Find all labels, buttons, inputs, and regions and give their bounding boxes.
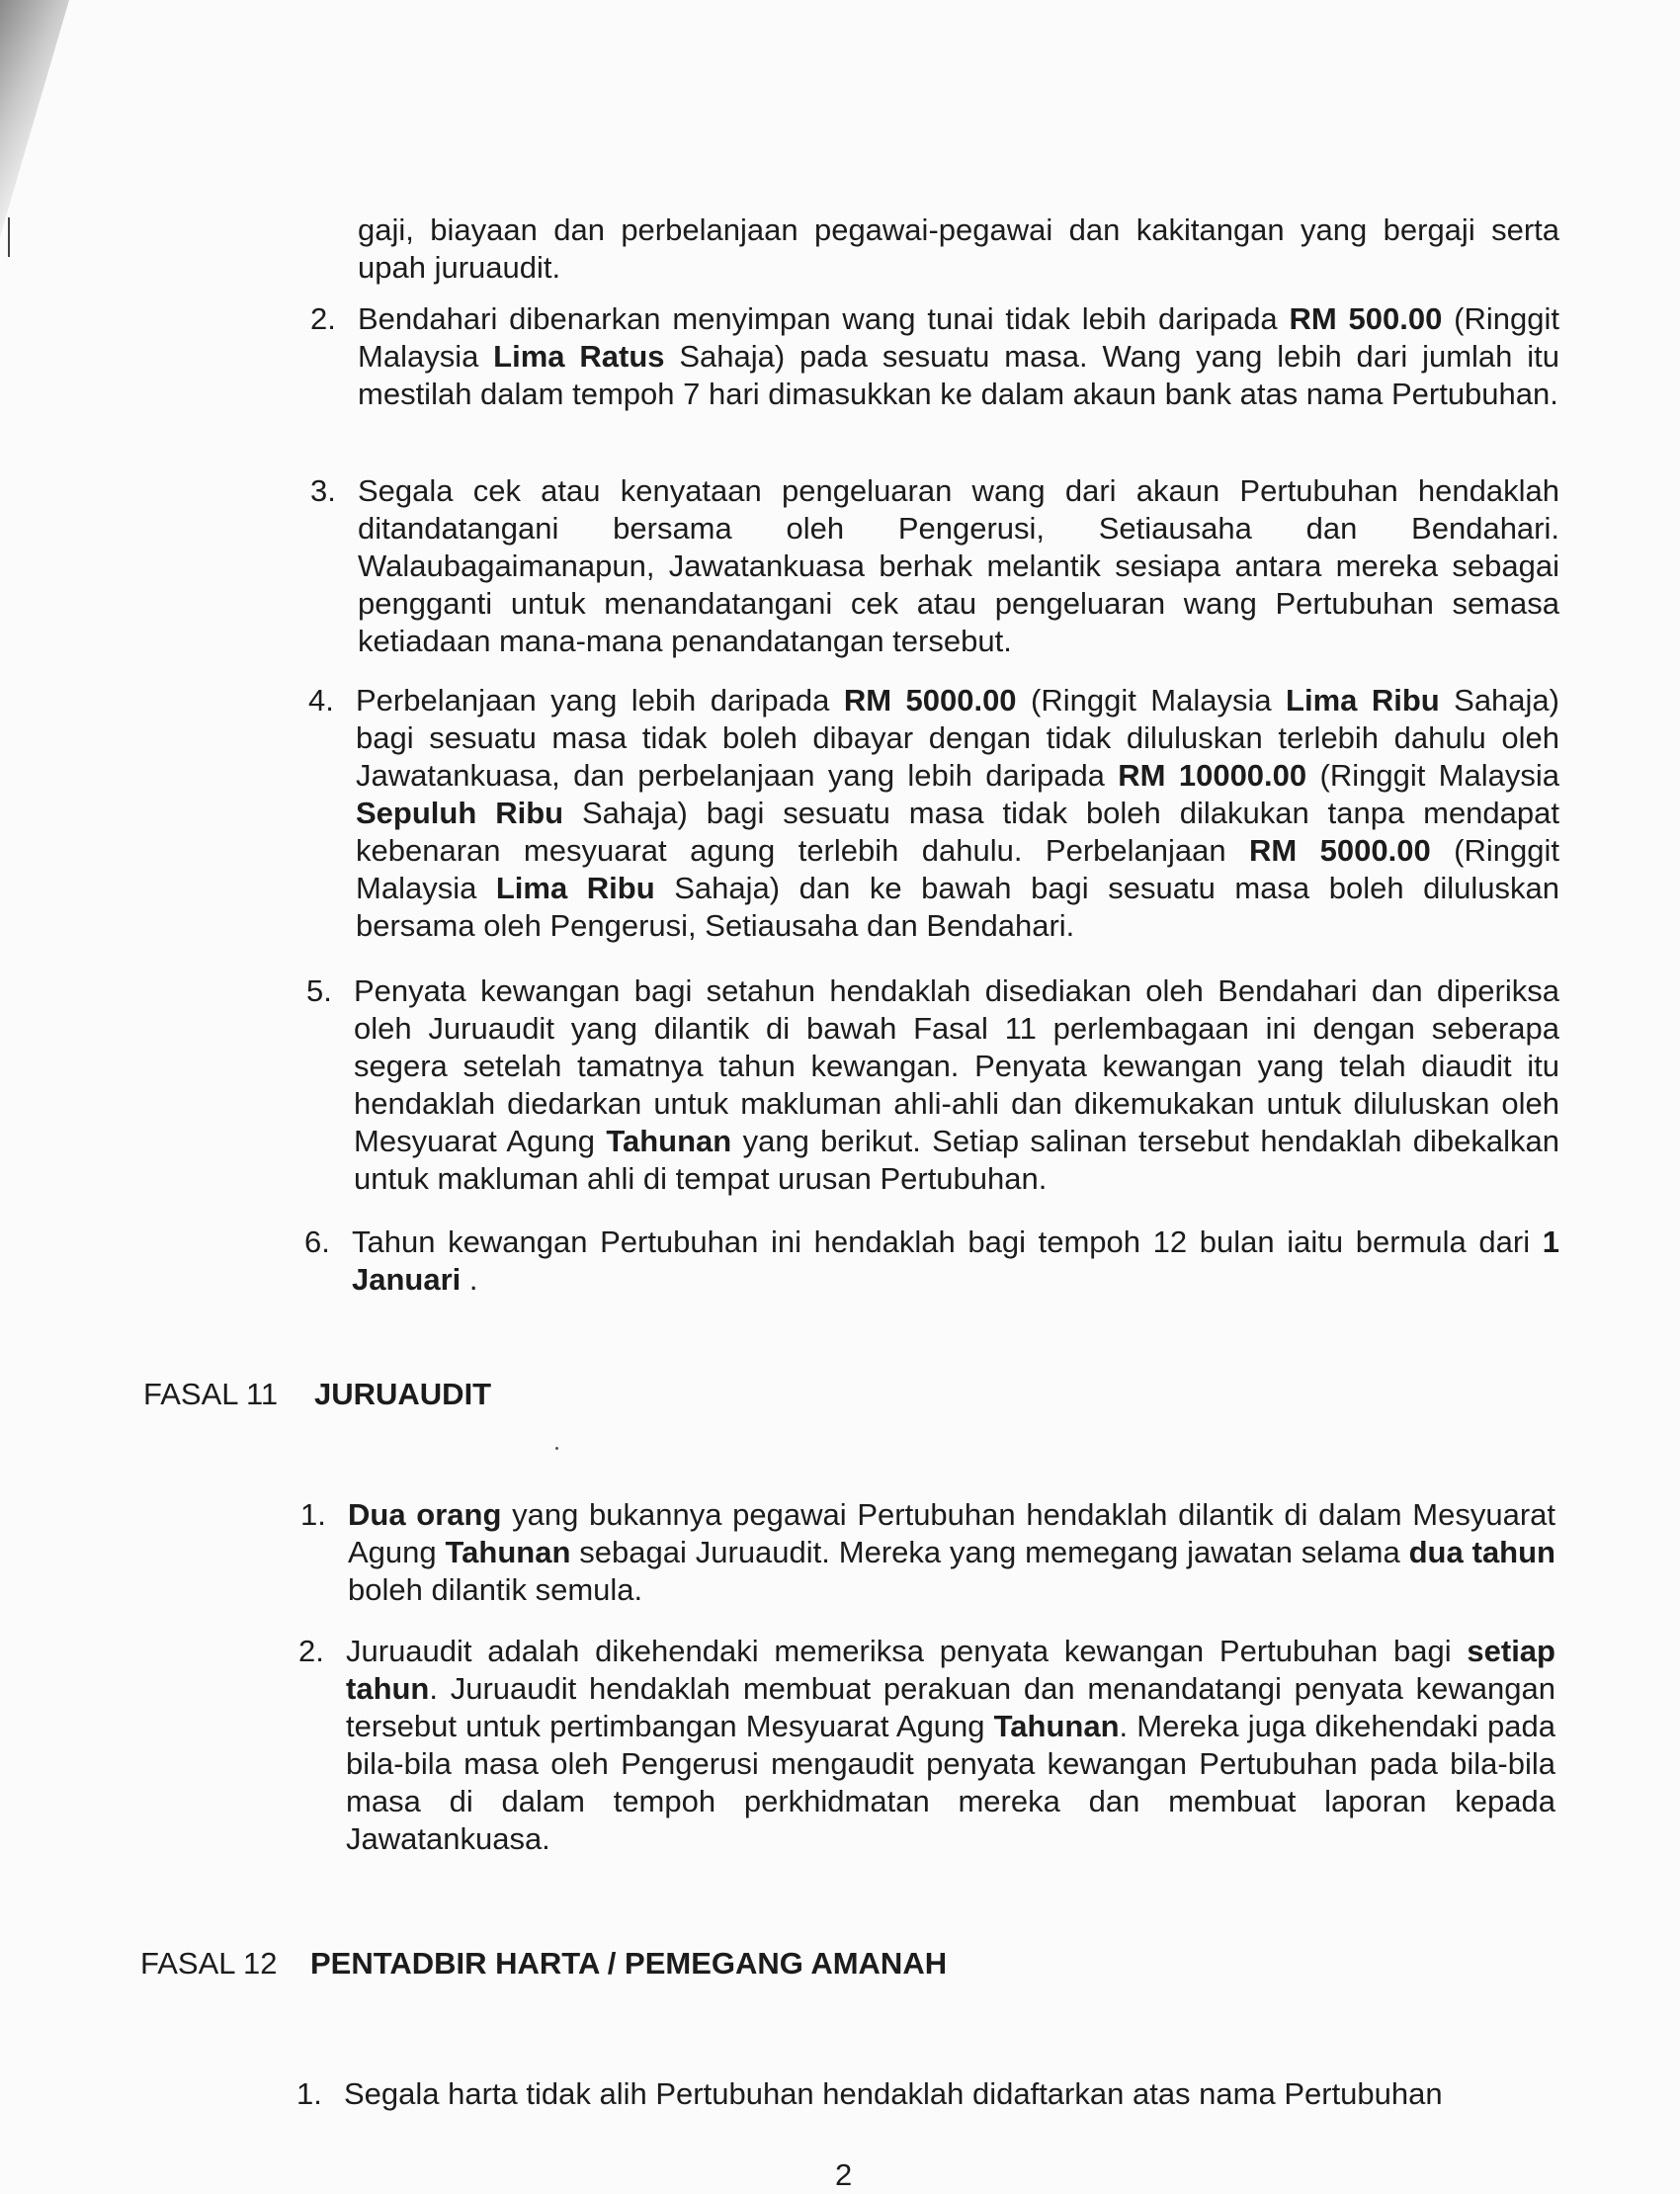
bold-text-run: Lima Ribu	[495, 871, 655, 905]
list-item	[306, 972, 1559, 1198]
bold-text-run: RM 10000.00	[1118, 758, 1307, 793]
list-number: 5.	[306, 973, 332, 1008]
list-number: 3.	[310, 473, 336, 508]
bold-text-run: RM 5000.00	[843, 683, 1017, 717]
text-run: Sahaja) dan ke bawah bagi sesuatu masa boleh diluluskan bersama oleh Pengerusi, Setiausaha dan Bendahari.	[356, 871, 1559, 943]
continuation-text: gaji, biayaan dan perbelanjaan pegawai-pegawai dan kakitangan yang bergaji serta upah juruaudit.	[358, 212, 1559, 285]
text-run: Segala cek atau kenyataan pengeluaran wang dari akaun Pertubuhan hendaklah ditandatangani bersama oleh Pengerusi, Setiausaha dan Bendahari. Walaubagaimanapun, Jawatankuasa berhak melantik sesiapa antara mereka sebagai pengganti untuk menandatangani cek atau pengeluaran wang Pertubuhan semasa ketiadaan mana-mana penandatangan tersebut.	[358, 473, 1559, 658]
bold-text-run: RM 500.00	[1289, 301, 1443, 336]
list-number: 6.	[304, 1224, 330, 1259]
continuation-paragraph	[358, 211, 1559, 287]
text-run: yang berikut. Setiap salinan tersebut hendaklah dibekalkan untuk makluman ahli di tempat urusan Pertubuhan.	[354, 1124, 1559, 1196]
text-run: (Ringgit Malaysia	[358, 301, 1559, 374]
list-item-text	[358, 300, 1559, 413]
list-number: 1.	[296, 2076, 322, 2111]
text-run: Perbelanjaan yang lebih daripada	[356, 683, 844, 717]
list-item-text	[356, 682, 1559, 945]
text-run: Juruaudit adalah dikehendaki memeriksa penyata kewangan Pertubuhan bagi	[346, 1634, 1468, 1668]
list-item	[310, 300, 1559, 413]
section-title: PENTADBIR HARTA / PEMEGANG AMANAH	[310, 1946, 948, 1981]
text-run: . Juruaudit hendaklah membuat perakuan dan menandatangi penyata kewangan tersebut untuk pertimbangan Mesyuarat Agung	[346, 1671, 1555, 1743]
list-item	[300, 1496, 1556, 1609]
bold-text-run: Lima Ribu	[1286, 683, 1440, 717]
text-run: (Ringgit Malaysia	[1016, 683, 1287, 717]
bold-text-run: dua tahun	[1408, 1535, 1555, 1569]
text-run: boleh dilantik semula.	[348, 1572, 643, 1607]
list-number: 2.	[298, 1634, 324, 1668]
list-item-text	[346, 1633, 1555, 1858]
text-run: yang bukannya pegawai Pertubuhan hendaklah dilantik di dalam Mesyuarat Agung	[348, 1497, 1556, 1569]
list-item	[310, 472, 1559, 660]
text-run: (Ringgit Malaysia	[356, 833, 1559, 905]
bold-text-run: Lima Ratus	[493, 339, 665, 374]
list-number: 1.	[300, 1497, 326, 1532]
section-heading-fasal-12	[140, 1945, 1524, 1984]
list-item-text	[344, 2075, 1554, 2113]
scan-shadow	[0, 0, 69, 237]
list-item-text	[352, 1224, 1559, 1299]
list-item	[296, 2075, 1554, 2113]
text-run: sebagai Juruaudit. Mereka yang memegang jawatan selama	[570, 1535, 1409, 1569]
section-label: FASAL 12	[140, 1946, 278, 1981]
section-heading-fasal-11	[143, 1376, 1527, 1415]
text-run: Segala harta tidak alih Pertubuhan hendaklah didaftarkan atas nama Pertubuhan	[344, 2076, 1443, 2111]
bold-text-run: Tahunan	[445, 1535, 571, 1569]
bold-text-run: Dua orang	[348, 1497, 502, 1532]
bold-text-run: setiap tahun	[346, 1634, 1555, 1706]
text-run: Sahaja) bagi sesuatu masa tidak boleh dilakukan tanpa mendapat kebenaran mesyuarat agung terlebih dahulu. Perbelanjaan	[356, 796, 1559, 868]
text-run: Penyata kewangan bagi setahun hendaklah disediakan oleh Bendahari dan diperiksa oleh Juruaudit yang dilantik di bawah Fasal 11 perlembagaan ini dengan seberapa segera setelah tamatnya tahun kewangan. Penyata kewangan yang telah diaudit itu hendaklah diedarkan untuk makluman ahli-ahli dan dikemukakan untuk diluluskan oleh Mesyuarat Agung	[354, 973, 1559, 1158]
text-run: (Ringgit Malaysia	[1306, 758, 1560, 793]
list-item-text	[348, 1496, 1555, 1609]
list-number: 2.	[310, 301, 336, 336]
bold-text-run: Sepuluh Ribu	[356, 796, 564, 830]
list-item	[308, 682, 1560, 945]
list-number: 4.	[308, 683, 334, 717]
page-number: 2	[835, 2157, 853, 2192]
list-item-text	[358, 472, 1559, 660]
text-run: Tahun kewangan Pertubuhan ini hendaklah bagi tempoh 12 bulan iaitu bermula dari	[352, 1224, 1543, 1259]
text-run: . Mereka juga dikehendaki pada bila-bila masa oleh Pengerusi mengaudit penyata kewangan Pertubuhan pada bila-bila masa di dalam tempoh perkhidmatan mereka dan membuat laporan kepada Jawatankuasa.	[346, 1709, 1556, 1856]
list-item-text	[354, 972, 1559, 1198]
section-label: FASAL 11	[143, 1377, 279, 1411]
text-run: Sahaja) pada sesuatu masa. Wang yang lebih dari jumlah itu mestilah dalam tempoh 7 hari dimasukkan ke dalam akaun bank atas nama Pertubuhan.	[358, 339, 1559, 411]
bold-text-run: Tahunan	[993, 1709, 1120, 1743]
scan-speck	[555, 1447, 558, 1450]
text-run: Bendahari dibenarkan menyimpan wang tunai tidak lebih daripada	[358, 301, 1290, 336]
list-item	[304, 1224, 1559, 1299]
list-item	[298, 1633, 1556, 1858]
scan-edge-mark	[8, 217, 10, 257]
bold-text-run: RM 5000.00	[1249, 833, 1431, 868]
text-run: Sahaja) bagi sesuatu masa tidak boleh dibayar dengan tidak diluluskan terlebih dahulu oleh Jawatankuasa, dan perbelanjaan yang lebih daripada	[356, 683, 1559, 793]
section-title: JURUAUDIT	[314, 1377, 492, 1411]
bold-text-run: Tahunan	[606, 1124, 732, 1158]
text-run: .	[461, 1262, 478, 1297]
bold-text-run: 1 Januari	[352, 1224, 1559, 1297]
